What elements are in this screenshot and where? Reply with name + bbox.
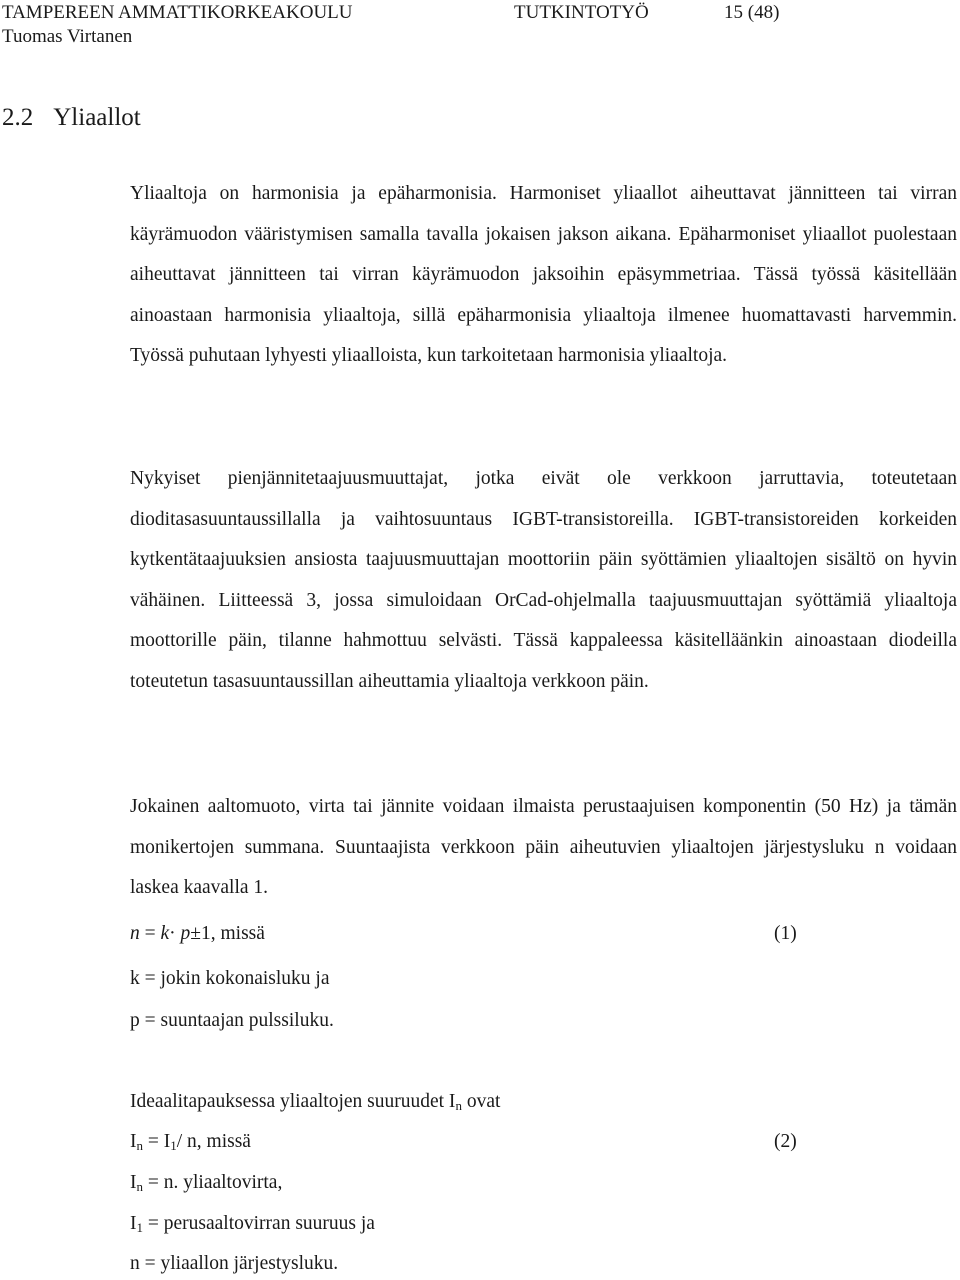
section-title: Yliaallot bbox=[53, 104, 141, 131]
eq1-dot: · bbox=[169, 923, 176, 944]
header-institution: TAMPEREEN AMMATTIKORKEAKOULU bbox=[2, 2, 353, 23]
eq2-def-In: $I_n = n$. yliaaltovirta, bbox=[130, 1172, 283, 1194]
eq1-suffix: , missä bbox=[210, 923, 265, 944]
eq1-pm1: ±1 bbox=[190, 923, 211, 944]
eq1-equals: = bbox=[144, 923, 156, 944]
eq2-def-I1: $I_1$ = perusaaltovirran suuruus ja bbox=[130, 1213, 375, 1235]
eq2-def-n: n = yliaallon järjestysluku. bbox=[130, 1253, 339, 1274]
eq1-p: p bbox=[180, 923, 191, 944]
section-heading bbox=[2, 103, 141, 133]
eq2-label: (2) bbox=[774, 1131, 797, 1152]
eq1-n: n bbox=[130, 923, 140, 944]
header-doc-type: TUTKINTOTYÖ bbox=[514, 2, 649, 23]
eq1-def-k: k = jokin kokonaisluku ja bbox=[130, 968, 330, 989]
eq1-def-p: p = suuntaajan pulssiluku. bbox=[130, 1010, 334, 1031]
paragraph-2: Nykyiset pienjännitetaajuusmuuttajat, jotka eivät ole verkkoon jarruttavia, toteutetaan dioditasasuuntaussillalla ja vaihtosuuntaus IGBT-transistoreilla. IGBT-transistoreiden korkeiden kytkentätaajuuksien ansiosta taajuusmuuttajan moottoriin päin syöttämien yliaaltojen sisältö on hyvin vähäinen. Liitteessä 3, jossa simuloidaan OrCad-ohjelmalla taajuusmuuttajan syöttämiä yliaaltoja moottorille päin, tilanne hahmottuu selvästi. Tässä kappaleessa käsitelläänkin ainoastaan diodeilla toteutetun tasasuuntaussillan aiheuttamia yliaaltoja verkkoon päin. bbox=[130, 468, 957, 692]
harmonics-intro: Ideaalitapauksessa yliaaltojen suuruudet $I_n$ ovat bbox=[130, 1091, 501, 1113]
eq1-label: (1) bbox=[774, 923, 797, 944]
paragraph-1: Yliaaltoja on harmonisia ja epäharmonisia. Harmoniset yliaallot aiheuttavat jännitteen tai virran käyrämuodon vääristymisen samalla tavalla jokaisen jakson aikana. Epäharmoniset yliaallot puolestaan aiheuttavat jännitteen tai virran käyrämuodon jaksoihin epäsymmetriaa. Tässä työssä käsitellään ainoastaan harmonisia yliaaltoja, sillä epäharmonisia yliaaltoja ilmenee huomattavasti harvemmin. Työssä puhutaan lyhyesti yliaalloista, kun tarkoitetaan harmonisia yliaaltoja. bbox=[130, 183, 957, 367]
header-author: Tuomas Virtanen bbox=[2, 26, 133, 47]
equation-2: $I_n = I_1/$ n, missä bbox=[130, 1131, 251, 1153]
header-page-number: 15 (48) bbox=[724, 2, 780, 23]
section-number: 2.2 bbox=[2, 104, 34, 131]
eq1-k: k bbox=[160, 923, 170, 944]
paragraph-3: Jokainen aaltomuoto, virta tai jännite voidaan ilmaista perustaajuisen komponentin (50 Hz) ja tämän monikertojen summana. Suuntaajista verkkoon päin aiheutuvien yliaaltojen järjestysluku n voidaan laskea kaavalla 1. bbox=[130, 796, 957, 899]
equation-1 bbox=[130, 922, 265, 946]
